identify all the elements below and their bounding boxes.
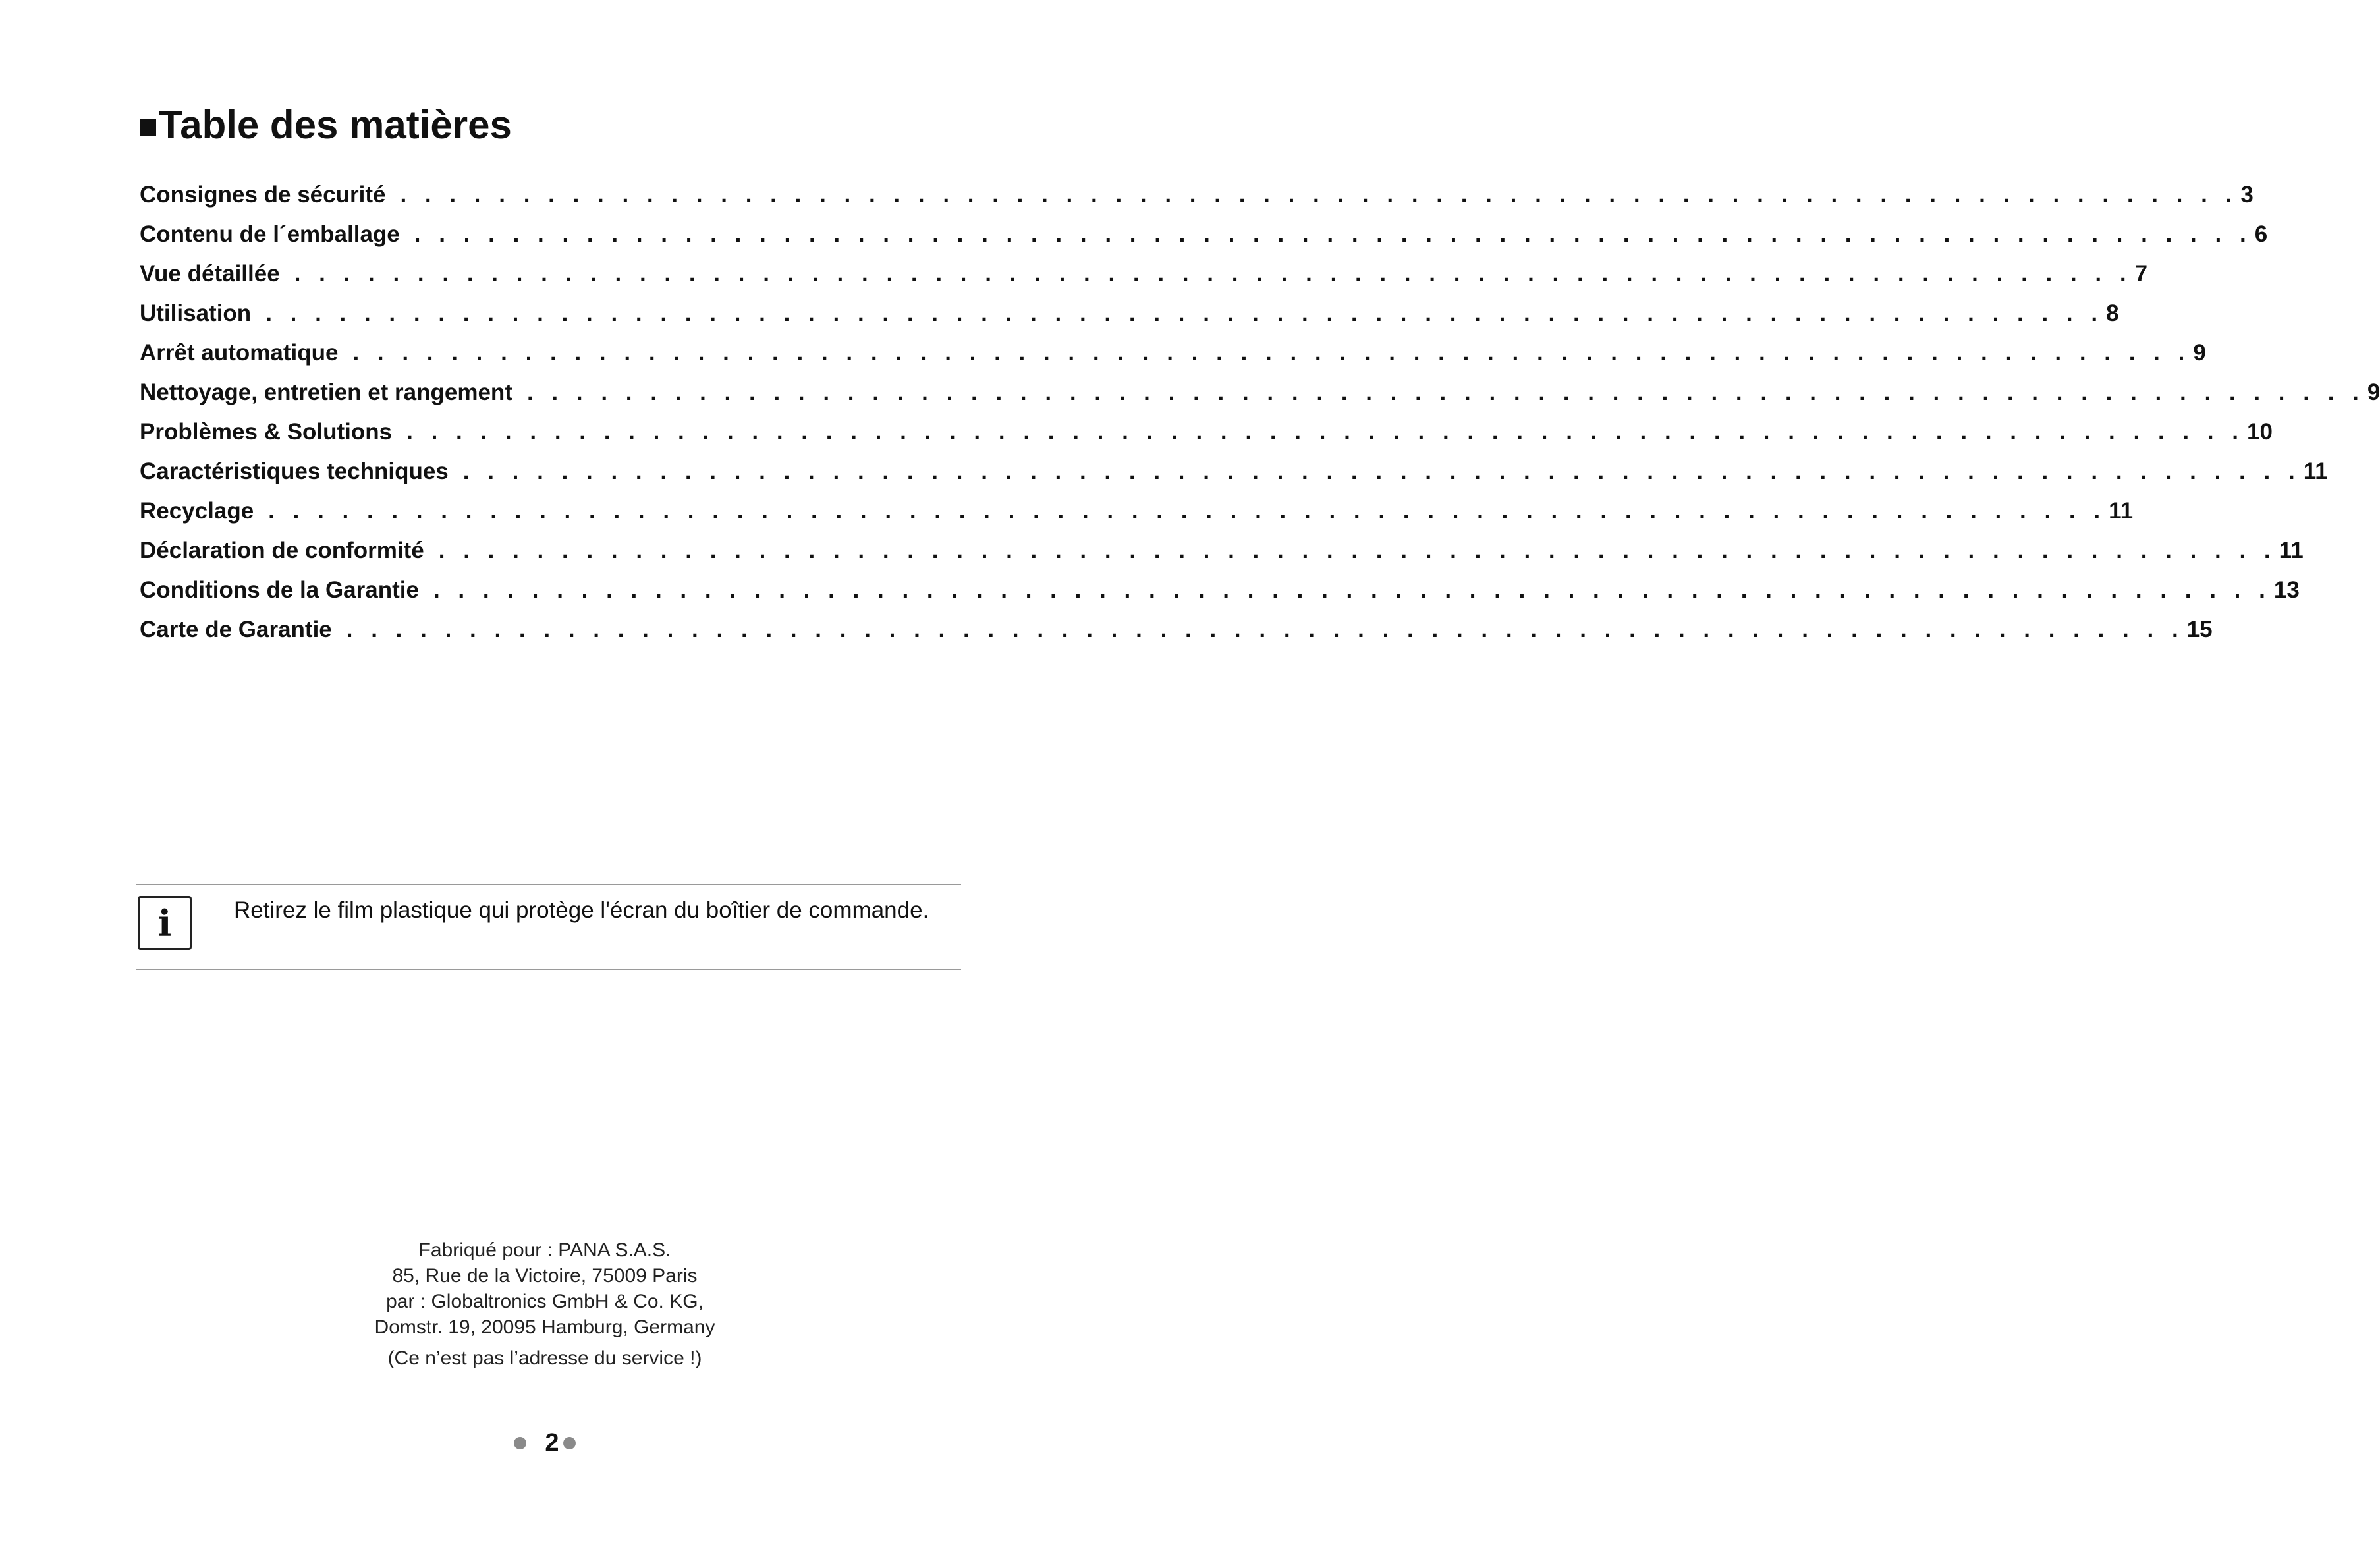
toc-entry-label: Déclaration de conformité [140,538,424,563]
toc-entry-label: Conditions de la Garantie [140,577,419,603]
manufacturer-address [281,1237,808,1371]
toc-entry[interactable] [140,175,2254,215]
toc-entry-page: 7 [2134,261,2148,287]
toc-entry-page: 13 [2273,577,2300,603]
toc-dot-leader: . . . . . . . . . . . . . . . . . . . . . . . . . . . . . . . . . . . . . . . . . . . . . . . . . . . . . . . . . . . . . . . . . . . . . . . . . . . [526,379,2365,405]
page-title-text: Table des matières [159,103,512,147]
toc-entry-page: 9 [2193,340,2206,366]
toc-entry[interactable] [140,452,2328,491]
toc-entry-page: 11 [2109,498,2134,524]
address-line: Domstr. 19, 20095 Hamburg, Germany [374,1316,715,1338]
toc-dot-leader: . . . . . . . . . . . . . . . . . . . . . . . . . . . . . . . . . . . . . . . . . . . . . . . . . . . . . . . . . . . . . . . . . . . . . . . . . . . [414,221,2252,247]
info-icon-glyph: i [157,902,172,944]
toc-entry[interactable] [140,254,2148,294]
toc-dot-leader: . . . . . . . . . . . . . . . . . . . . . . . . . . . . . . . . . . . . . . . . . . . . . . . . . . . . . . . . . . . . . . . . . . . . . . . . . . . [352,340,2191,366]
toc-dot-leader: . . . . . . . . . . . . . . . . . . . . . . . . . . . . . . . . . . . . . . . . . . . . . . . . . . . . . . . . . . . . . . . . . . . . . . . . . . . [346,617,2184,642]
toc-entry[interactable] [140,491,2134,531]
address-line: par : Globaltronics GmbH & Co. KG, [386,1291,704,1312]
toc-entry-label: Caractéristiques techniques [140,459,449,484]
toc-entry[interactable] [140,373,2380,412]
info-notice [136,884,961,970]
toc-entry-label: Consignes de sécurité [140,182,386,208]
bullet-dot-icon [514,1437,526,1449]
info-icon [138,896,192,950]
toc-entry-page: 11 [2279,538,2304,563]
toc-entry[interactable] [140,531,2304,571]
toc-dot-leader: . . . . . . . . . . . . . . . . . . . . . . . . . . . . . . . . . . . . . . . . . . . . . . . . . . . . . . . . . . . . . . . . . . . . . . . . . . . [433,577,2271,603]
toc-entry-page: 15 [2186,617,2213,642]
bullet-dot-icon [563,1437,576,1449]
toc-entry-page: 11 [2303,459,2328,484]
table-of-contents [140,175,2380,650]
page-number-footer [0,1427,1090,1459]
black-square-icon [140,119,156,136]
toc-entry[interactable] [140,333,2206,373]
toc-entry-label: Problèmes & Solutions [140,419,393,445]
toc-entry-label: Vue détaillée [140,261,280,287]
toc-dot-leader: . . . . . . . . . . . . . . . . . . . . . . . . . . . . . . . . . . . . . . . . . . . . . . . . . . . . . . . . . . . . . . . . . . . . . . . . . . . [438,538,2277,563]
toc-entry-label: Carte de Garantie [140,617,332,642]
page-number: 2 [545,1429,559,1457]
toc-dot-leader: . . . . . . . . . . . . . . . . . . . . . . . . . . . . . . . . . . . . . . . . . . . . . . . . . . . . . . . . . . . . . . . . . . . . . . . . . . . [294,261,2132,287]
toc-dot-leader: . . . . . . . . . . . . . . . . . . . . . . . . . . . . . . . . . . . . . . . . . . . . . . . . . . . . . . . . . . . . . . . . . . . . . . . . . . . [400,182,2238,208]
toc-entry-page: 9 [2367,379,2380,405]
toc-entry-page: 3 [2240,182,2254,208]
page-title [140,99,512,152]
toc-entry-page: 6 [2254,221,2268,247]
toc-entry-label: Arrêt automatique [140,340,339,366]
address-note: (Ce n’est pas l’adresse du service !) [387,1347,702,1369]
toc-entry-page: 10 [2247,419,2273,445]
toc-entry[interactable] [140,294,2119,333]
address-line: 85, Rue de la Victoire, 75009 Paris [392,1265,698,1287]
toc-entry-label: Recyclage [140,498,254,524]
toc-entry-label: Nettoyage, entretien et rangement [140,379,512,405]
toc-dot-leader: . . . . . . . . . . . . . . . . . . . . . . . . . . . . . . . . . . . . . . . . . . . . . . . . . . . . . . . . . . . . . . . . . . . . . . . . . . . [406,419,2245,445]
toc-entry[interactable] [140,412,2273,452]
notice-text: Retirez le film plastique qui protège l'écran du boîtier de commande. [234,897,929,923]
toc-entry[interactable] [140,610,2213,650]
address-line: Fabriqué pour : PANA S.A.S. [418,1239,671,1261]
toc-entry-label: Utilisation [140,300,252,326]
toc-entry[interactable] [140,215,2268,254]
toc-dot-leader: . . . . . . . . . . . . . . . . . . . . . . . . . . . . . . . . . . . . . . . . . . . . . . . . . . . . . . . . . . . . . . . . . . . . . . . . . . . [462,459,2301,484]
toc-dot-leader: . . . . . . . . . . . . . . . . . . . . . . . . . . . . . . . . . . . . . . . . . . . . . . . . . . . . . . . . . . . . . . . . . . . . . . . . . . . [265,300,2104,326]
toc-entry-page: 8 [2106,300,2119,326]
toc-dot-leader: . . . . . . . . . . . . . . . . . . . . . . . . . . . . . . . . . . . . . . . . . . . . . . . . . . . . . . . . . . . . . . . . . . . . . . . . . . . [268,498,2107,524]
toc-entry-label: Contenu de l´emballage [140,221,400,247]
toc-entry[interactable] [140,571,2300,610]
